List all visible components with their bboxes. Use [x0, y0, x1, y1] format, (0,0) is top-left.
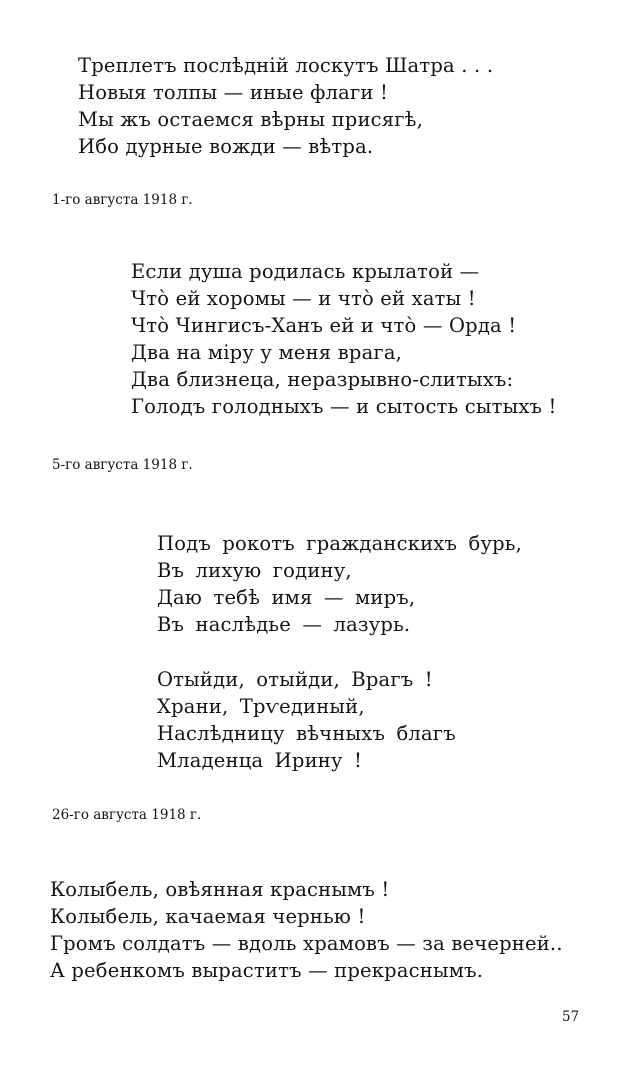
poem-2-stanza-1 [131, 258, 557, 420]
poem-line: Если душа родилась крылатой — [131, 260, 480, 283]
poem-line: Колыбель, качаемая чернью ! [50, 905, 366, 928]
poem-line: Наслѣдницу вѣчныхъ благъ [157, 722, 456, 745]
poem-line: Подъ рокотъ гражданскихъ бурь, [157, 532, 523, 555]
poem-line: Новыя толпы — иные флаги ! [78, 81, 389, 104]
poem-line: Ибо дурные вожди — вѣтра. [78, 135, 374, 158]
poem-line: Отыйди, отыйди, Врагъ ! [157, 668, 433, 691]
poem-line: Чтò Чингисъ-Ханъ ей и чтò — Орда ! [131, 314, 517, 337]
poem-line: А ребенкомъ выраститъ — прекраснымъ. [50, 959, 484, 982]
poem-line: Два на мiру у меня врага, [131, 341, 403, 364]
poem-line: Младенца Ирину ! [157, 749, 363, 772]
poem-3-stanza-2 [157, 666, 456, 774]
poem-line: Даю тебѣ имя — миръ, [157, 586, 416, 609]
poem-1-stanza-1 [78, 52, 493, 160]
poem-line: Въ наслѣдье — лазурь. [157, 613, 411, 636]
poem-line: Треплетъ послѣднiй лоскутъ Шатра . . . [78, 54, 494, 77]
poem-line: Колыбель, овѣянная краснымъ ! [50, 878, 390, 901]
poem-line: Храни, Трѵединый, [157, 695, 365, 718]
poem-line: Чтò ей хоромы — и чтò ей хаты ! [131, 287, 476, 310]
poem-line: Мы жъ остаемся вѣрны присягѣ, [78, 108, 424, 131]
poem-1-date: 1-го августа 1918 г. [52, 192, 193, 208]
poem-line: Два близнеца, неразрывно-слитыхъ: [131, 368, 514, 391]
poem-line: Голодъ голодныхъ — и сытость сытыхъ ! [131, 395, 557, 418]
poem-2-date: 5-го августа 1918 г. [52, 457, 193, 473]
poem-3-stanza-1 [157, 530, 522, 638]
poem-line: Громъ солдатъ — вдоль храмовъ — за вечерней.. [50, 932, 563, 955]
poem-line: Въ лихую годину, [157, 559, 352, 582]
page-number: 57 [562, 1009, 580, 1025]
poem-3-date: 26-го августа 1918 г. [52, 807, 202, 823]
poem-4-stanza-1 [50, 876, 563, 984]
